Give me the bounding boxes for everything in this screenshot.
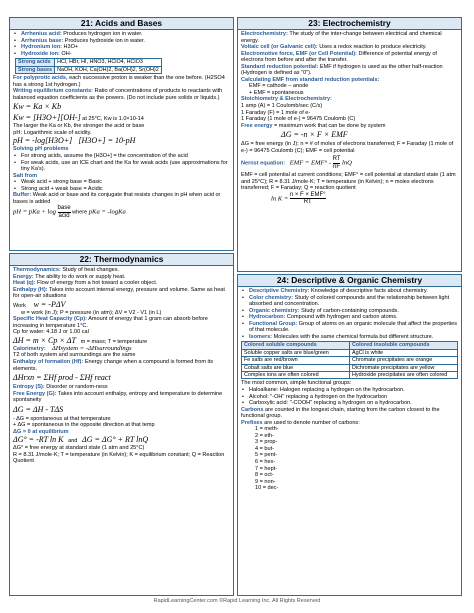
list-item: 6 = hex- — [255, 458, 276, 465]
cheat-sheet — [9, 17, 464, 594]
table-row: Soluble copper salts are blue/green AgCl is white — [242, 349, 458, 356]
list-item: 7 = hept- — [255, 465, 278, 472]
section-title: 21: Acids and Bases — [10, 18, 233, 30]
acids-bases-section: 21: Acids and Bases • Arrhenius acid: Produces hydrogen ion in water. • Arrhenius base: Produces hydroxide ion in water. • Hydronium ion: H3O+ • Hydroxide ion: OH- Strong acids HCl, HBr, HI, HNO3, HClO4, HClO3 Strong bases NaOH, KOH, Ca(OH)2, Ba(OH)2, Sr(OH)2 For polyprotic acids, each successive proton is weaker than the one before. (H2SO4 has a strong 1st hydrogen.) Writing equilibrium constants: Ratio of concentrations of products to reactants with balanced equation coefficients as the powers. (Do not include pure solids or liquids.) Kw = Ka × Kb Kw = [H3O+][OH-] at 25°C, Kw is 1.0×10-14 The larger the Ka or Kb, the stronger the acid or base pH: Logarithmic scale of acidity. pH = -log[H3O+] [H3O+] = 10-pH Solving pH problems • For strong acids, assume the [H3O+] = the concentration of the acid • For weak acids, use an ICE chart and the Ka for weak acids (use approximations for tiny Ka's). Salt from • Weak acid + strong base = Basic • Strong acid + weak base = Acidic Buffer: Weak acid or base and its conjugate that resists changes in pH when acid or bases is added pH = pKa + log $\frac{\text{base}}{\text{acid}}$ where pKa = -logKa — [9, 17, 234, 251]
list-item: 9 = non- — [255, 478, 276, 485]
table-row: Cobalt salts are blue Dichromate precipitates are yellow — [242, 364, 458, 371]
dg-standard-equation: ΔG° = -RT ln K — [13, 435, 64, 445]
strong-acids-bases-table: Strong acids HCl, HBr, HI, HNO3, HClO4, HClO3 Strong bases NaOH, KOH, Ca(OH)2, Ba(OH)2, Sr(OH)2 — [15, 58, 162, 74]
table-row: Fe salts are red/brown Chromate precipitates are orange — [242, 357, 458, 364]
list-item: 3 = prop- — [255, 439, 278, 446]
section-title: 22: Thermodynamics — [10, 254, 233, 266]
descriptive-organic-section: 24: Descriptive & Organic Chemistry • Descriptive Chemistry: Knowledge of descriptive facts about chemistry. • Color chemistry: Study of colored compounds and the relationship between light absorbed and concentration. • Organic chemistry: Study of carbon-containing compounds. • Hydrocarbon: Compound with hydrogen and carbon atoms. • Functional Group: Group of atoms on an organic molecule that affect the properties of that molecule. • Isomers: Molecules with the same chemical formula but different structure. Colored soluble compounds Colored insoluble compounds Soluble copper salts are blue/green AgCl is white Fe salts are red/brown Chromate precipitates are orange Cobalt salts are blue Dichromate precipitates are yellow Complex ions are often colored Hydroxide precipitates are often colored The most common, simple functional groups: • Haloalkane: Halogen replacing a hydrogen on the hydrocarbon. • Alcohol: "-OH" replacing a hydrogen on the hydrocarbon • Carboxylic acid: "-COOH" replacing a hydrogen on a hydrocarbon. Carbons are counted in the longest chain, starting from the carbon closest to the functional group. Prefixes are used to denote number of carbons: 1 = meth- 2 = eth- 3 = prop- 4 = but- 5 = pent- 6 = hex- 7 = hept- 8 = oct- 9 = non- 10 = dec- — [237, 274, 462, 596]
kw-ion-equation: Kw = [H3O+][OH-] — [13, 113, 81, 123]
kw-equation: Kw = Ka × Kb — [13, 102, 62, 112]
h3o-equation: [H3O+] = 10-pH — [78, 136, 136, 146]
list-item: 10 = dec- — [255, 485, 279, 492]
hrxn-equation: ΔHrxn = ΣHf prod - ΣHf react — [13, 373, 111, 383]
prefix-list — [241, 426, 458, 491]
dg-nonstandard-equation: ΔG = ΔG° + RT lnQ — [82, 435, 149, 445]
henderson-hasselbalch-equation: pH = pKa + log $\frac{\text{base}}{\text{acid}}$ where pKa = -logKa — [13, 205, 126, 219]
list-item: 5 = pent- — [255, 452, 278, 459]
right-column — [237, 17, 462, 598]
colored-compounds-table: Colored soluble compounds Colored insoluble compounds Soluble copper salts are blue/green AgCl is white Fe salts are red/brown Chromate precipitates are orange Cobalt salts are blue Dichromate precipitates are yellow Complex ions are often colored Hydroxide precipitates are often colored — [241, 341, 458, 379]
dg-equation: ΔG = ΔH - TΔS — [13, 404, 64, 414]
ln-k-equation: ln K = $\frac{\text{n × F × EMF°}}{RT}$ — [271, 191, 326, 206]
list-item: 8 = oct- — [255, 472, 274, 479]
electrochemistry-section: 23: Electrochemistry Electrochemistry: The study of the inter-change between electrical and chemical energy. Voltaic cell (or Galvanic cell): Uses a redox reaction to produce electricity. Electromotive force, EMF (or Cell Potential): Difference of potential energy of electrons from before and after the transfer. Standard reduction potential: EMF if hydrogen is used as the other half-reaction (Hydrogen is defined as "0"). Calculating EMF from standard reduction potentials: EMF = cathode – anode + EMF = spontaneous Stoichiometry & Electrochemistry: 1 amp (A) = 1 Coulomb/sec (C/s) 1 Faraday (F) = 1 mole of e- 1 Faraday (1 mole of e-) = 96475 Coulomb (C) Free energy = maximum work that can be done by system ΔG = -n × F × EMF ΔG = free energy (in J); n = # of moles of electrons transferred; F = Faraday (1 mole of e-) = 96475 Coulomb (C); EMF = cell potential Nernst equation: EMF = EMF° - $\frac{RT}{nF}$ lnQ EMF = cell potential at current conditions; EMF° = cell potential at standard state (1 atm and 25°C); R = 8.31 J/mole·K; T = temperature (in Kelvin); n = moles electrons transferred; F = Faraday; Q = reaction quotient ln K = $\frac{\text{n × F × EMF°}}{RT}$ — [237, 17, 462, 272]
work-equation: w = -PΔV — [33, 299, 66, 309]
list-item: 2 = eth- — [255, 432, 274, 439]
section-title: 24: Descriptive & Organic Chemistry — [238, 275, 461, 287]
thermodynamics-section: 22: Thermodynamics Thermodynamics: Study of heat changes. Energy: The ability to do work or supply heat. Heat (q): Flow of energy from a hot toward a cooler object. Enthalpy (H): Takes into account internal energy, pressure and volume. Same as heat for open-air situations Work w = -PΔV w = work (in J); P = pressure (in atm); ΔV = V2 - V1 (in L) Specific Heat Capacity (Cp): Amount of energy that 1 gram can absorb before increasing in temperature 1°C. Cp for water: 4.18 J or 1.00 cal ΔH = m × Cp × ΔT m = mass; T = temperature Calorimetry: ΔHsystem = -ΔHsurroundings T2 of both system and surroundings are the same Enthalpy of formation (Hf): Energy change when a compound is formed from its elements. ΔHrxn = ΣHf prod - ΣHf react Entropy (S): Disorder or random-ness Free Energy (G): Takes into account enthalpy, entropy and temperature to determine spontaneity ΔG = ΔH - TΔS - ΔG = spontaneous at that temperature + ΔG = spontaneous in the opposite direction at that temp ΔG = 0 at equilibrium ΔG° = -RT ln K and ΔG = ΔG° + RT lnQ ΔG° = free energy at standard state (1 atm and 25°C) R = 8.31 J/mole·K; T = temperature (in Kelvin); K = equilibrium constant; Q = Reaction Quotient — [9, 253, 234, 596]
table-row: Complex ions are often colored Hydroxide precipitates are often colored — [242, 372, 458, 379]
left-column — [9, 17, 234, 598]
dh-equation: ΔH = m × Cp × ΔT — [13, 335, 76, 345]
free-energy-equation: ΔG = -n × F × EMF — [281, 130, 348, 140]
footer: RapidLearningCenter.com ©Rapid Learning Inc. All Rights Reserved — [153, 598, 321, 604]
nernst-equation: Nernst equation: EMF = EMF° - $\frac{RT}{nF}$ lnQ — [241, 156, 352, 170]
ph-equation: pH = -log[H3O+] — [13, 136, 73, 146]
list-item: 1 = meth- — [255, 426, 279, 433]
list-item: 4 = but- — [255, 445, 274, 452]
section-title: 23: Electrochemistry — [238, 18, 461, 30]
